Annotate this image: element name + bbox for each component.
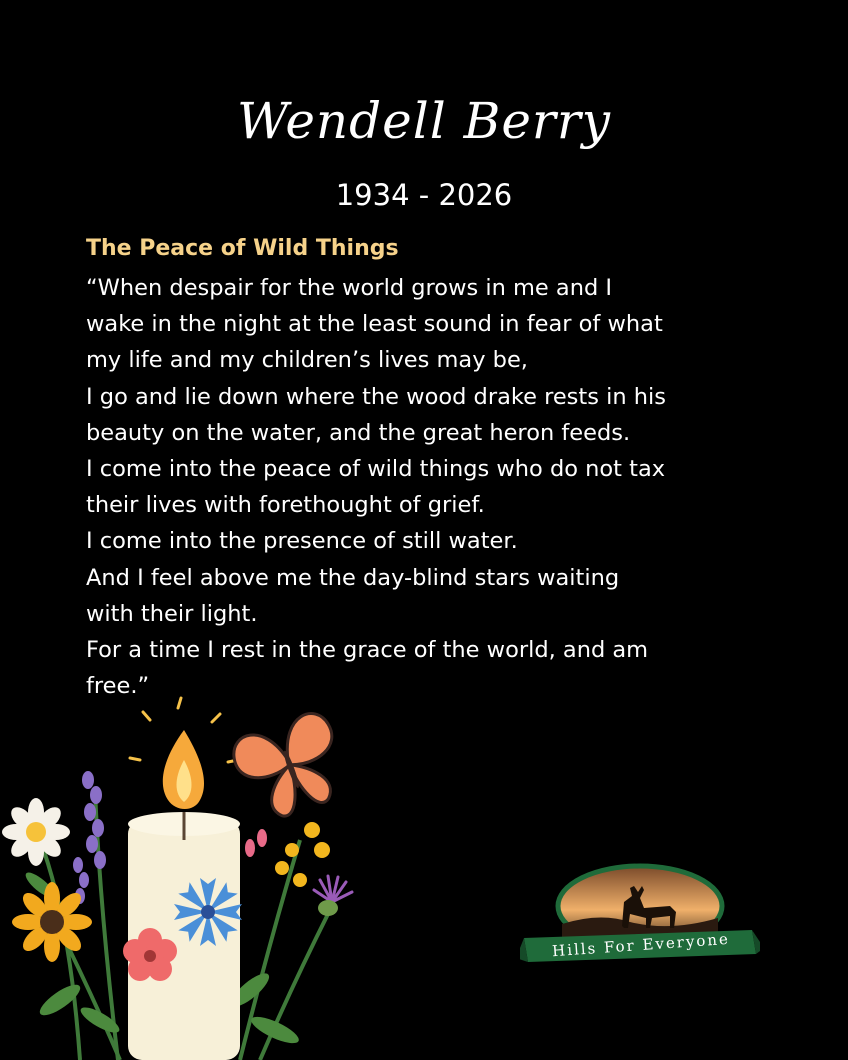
poem-line: wake in the night at the least sound in fear of what (86, 311, 663, 338)
poem-line: “When despair for the world grows in me and I (86, 275, 613, 301)
poem-line: For a time I rest in the grace of the world, and am (86, 637, 649, 664)
poem-title: The Peace of Wild Things (86, 236, 399, 261)
poem-line: their lives with forethought of grief. (86, 492, 485, 519)
candle-flowers-illustration (0, 690, 380, 1060)
poem-line: with their light. (86, 600, 258, 627)
poem-body (86, 270, 786, 704)
poem-line: free.” (86, 673, 150, 700)
candle-icon (128, 698, 240, 1060)
poem-line: I come into the presence of still water. (86, 528, 518, 555)
poem-line: I come into the peace of wild things who do not tax (86, 456, 666, 483)
memorial-years: 1934 - 2026 (335, 178, 513, 212)
poem-line: I go and lie down where the wood drake rests in his (86, 383, 666, 410)
memorial-name: Wendell Berry (237, 92, 611, 150)
flower-icon (2, 798, 70, 866)
butterfly-icon (228, 708, 353, 826)
poem-line: my life and my children’s lives may be, (86, 347, 528, 374)
flower-icon (314, 876, 352, 916)
poem-line: beauty on the water, and the great heron feeds. (86, 419, 631, 446)
poem-line: And I feel above me the day-blind stars waiting (86, 564, 620, 591)
logo-text: Hills For Everyone (551, 929, 731, 961)
